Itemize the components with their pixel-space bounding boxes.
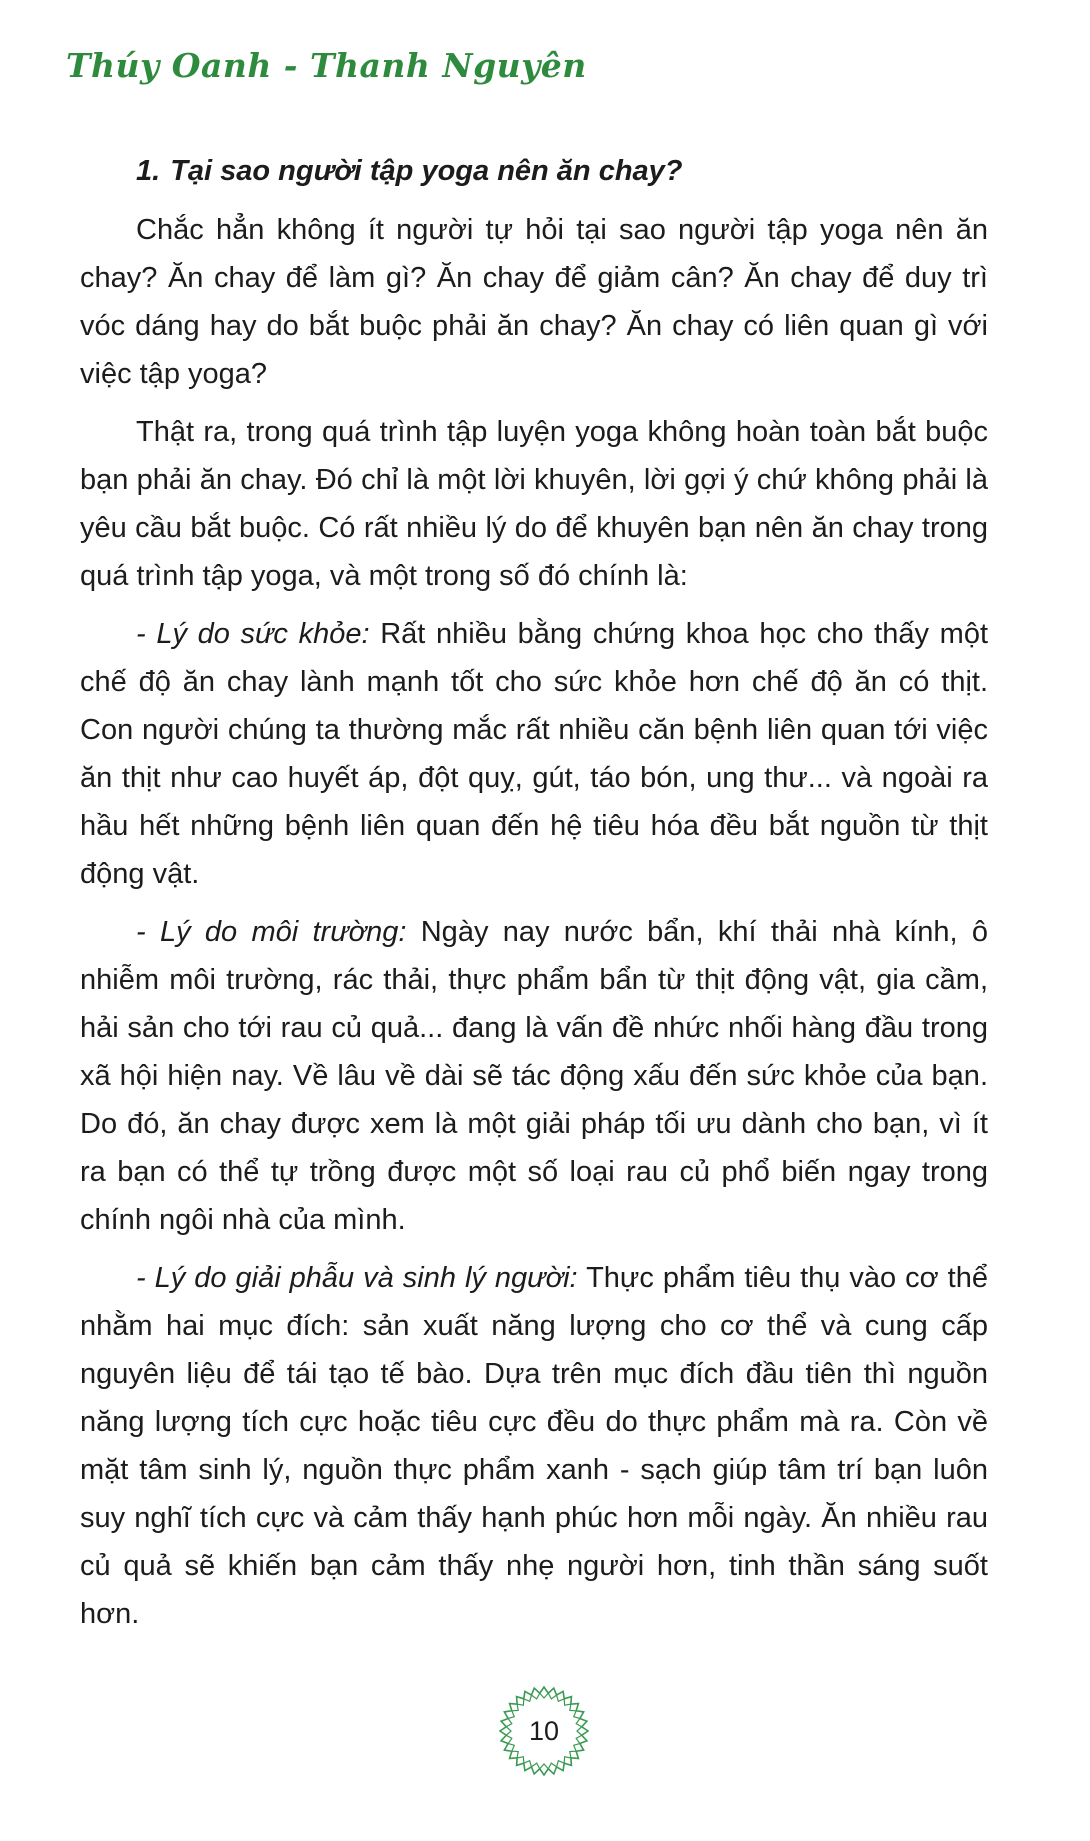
paragraph-lead: - Lý do giải phẫu và sinh lý người:	[136, 1262, 578, 1294]
paragraph-text: Thật ra, trong quá trình tập luyện yoga không hoàn toàn bắt buộc bạn phải ăn chay. Đó chỉ là một lời khuyên, lời gợi ý chứ không phải là yêu cầu bắt buộc. Có rất nhiều lý do để khuyên bạn nên ăn chay trong quá trình tập yoga, và một trong số đó chính là:	[80, 416, 988, 592]
section-title-text: Tại sao người tập yoga nên ăn chay?	[170, 155, 683, 187]
paragraph-lead: - Lý do sức khỏe:	[136, 618, 370, 650]
page-body	[80, 150, 988, 1648]
paragraph-intro-answer	[80, 408, 988, 600]
running-header: Thúy Oanh - Thanh Nguyên	[66, 46, 587, 85]
paragraph-health-reason	[80, 610, 988, 898]
paragraph-text: Ngày nay nước bẩn, khí thải nhà kính, ô nhiễm môi trường, rác thải, thực phẩm bẩn từ thịt động vật, gia cầm, hải sản cho tới rau củ quả... đang là vấn đề nhức nhối hàng đầu trong xã hội hiện nay. Về lâu về dài sẽ tác động xấu đến sức khỏe của bạn. Do đó, ăn chay được xem là một giải pháp tối ưu dành cho bạn, vì ít ra bạn có thể tự trồng được một số loại rau củ phổ biến ngay trong chính ngôi nhà của mình.	[80, 916, 988, 1236]
section-heading	[136, 150, 988, 192]
paragraph-environment-reason	[80, 908, 988, 1244]
paragraph-text: Thực phẩm tiêu thụ vào cơ thể nhằm hai mục đích: sản xuất năng lượng cho cơ thể và cung cấp nguyên liệu để tái tạo tế bào. Dựa trên mục đích đầu tiên thì nguồn năng lượng tích cực hoặc tiêu cực đều do thực phẩm mà ra. Còn về mặt tâm sinh lý, nguồn thực phẩm xanh - sạch giúp tâm trí bạn luôn suy nghĩ tích cực và cảm thấy hạnh phúc hơn mỗi ngày. Ăn nhiều rau củ quả sẽ khiến bạn cảm thấy nhẹ người hơn, tinh thần sáng suốt hơn.	[80, 1262, 988, 1630]
section-number: 1.	[136, 155, 161, 187]
paragraph-physiology-reason	[80, 1254, 988, 1638]
paragraph-intro-question	[80, 206, 988, 398]
paragraph-text: Chắc hẳn không ít người tự hỏi tại sao người tập yoga nên ăn chay? Ăn chay để làm gì? Ăn chay để giảm cân? Ăn chay để duy trì vóc dáng hay do bắt buộc phải ăn chay? Ăn chay có liên quan gì với việc tập yoga?	[80, 214, 988, 390]
page-number: 10	[528, 1716, 560, 1746]
paragraph-lead: - Lý do môi trường:	[136, 916, 407, 948]
paragraph-text: Rất nhiều bằng chứng khoa học cho thấy một chế độ ăn chay lành mạnh tốt cho sức khỏe hơn chế độ ăn có thịt. Con người chúng ta thường mắc rất nhiều căn bệnh liên quan tới việc ăn thịt như cao huyết áp, đột quỵ, gút, táo bón, ung thư... và ngoài ra hầu hết những bệnh liên quan đến hệ tiêu hóa đều bắt nguồn từ thịt động vật.	[80, 618, 989, 890]
page-number-badge	[498, 1685, 590, 1777]
